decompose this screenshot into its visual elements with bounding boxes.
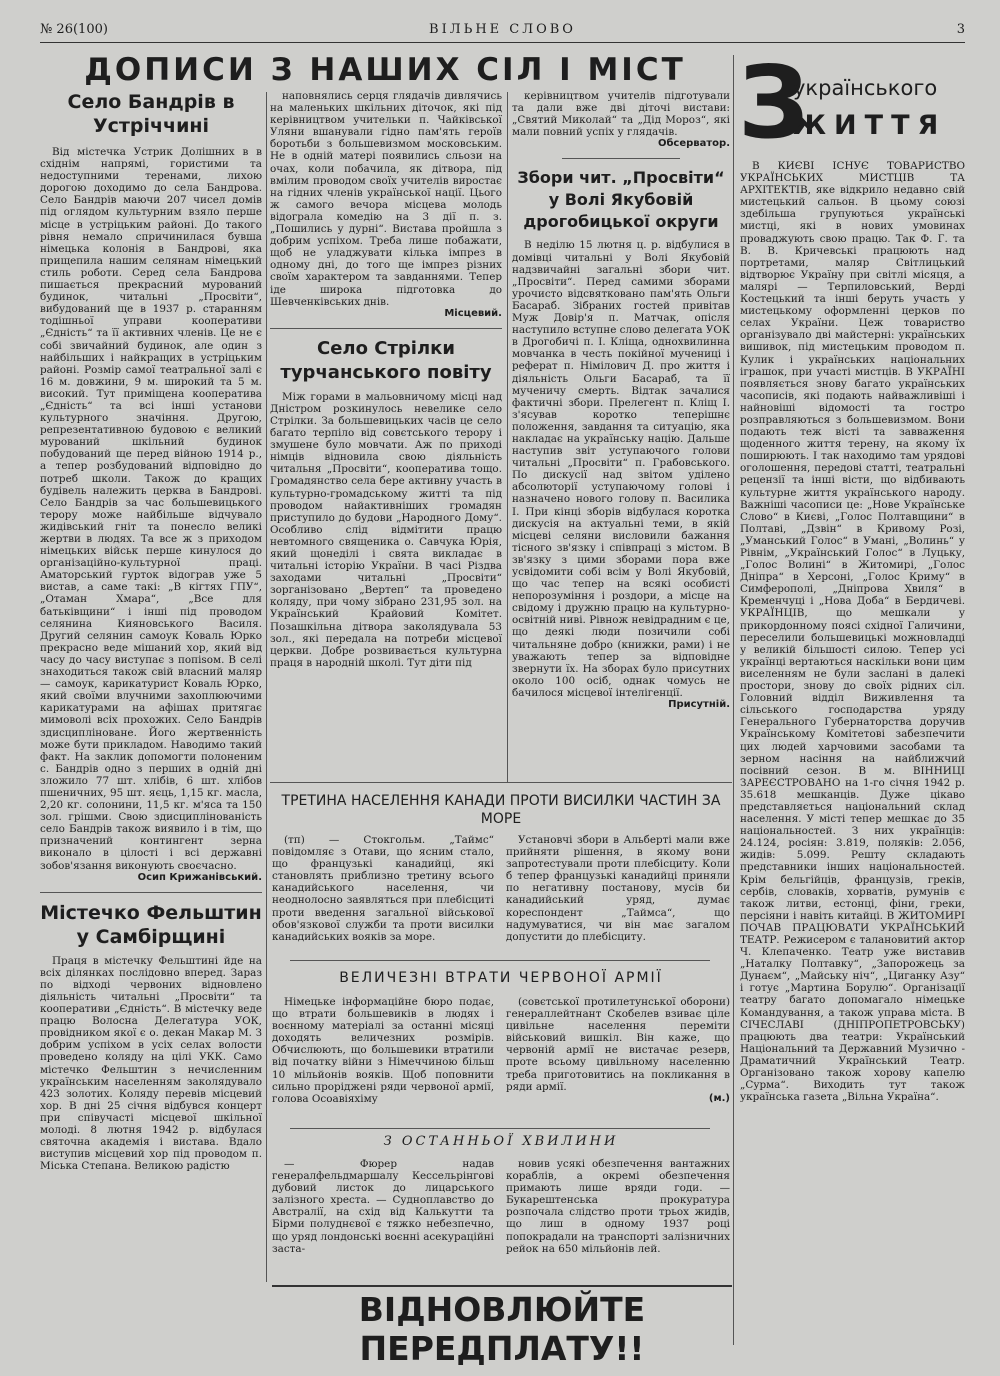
article-body: новив усякі обезпечення вантажних кораблів, а окремі обезпечення примають лише вряди годи. — Букарештенська прокуратура розпочала слідство проти трьох жидів, що лиш в одному 1937 році попокрадали на транспорті залізничних рейок на 650 мільйонів лей. (506, 1158, 730, 1255)
column-rule (507, 92, 508, 782)
article-signature: (м.) (708, 1092, 730, 1104)
section-banner: ДОПИСИ З НАШИХ СІЛ І МІСТ (84, 52, 686, 88)
section-rule (562, 158, 680, 159)
article-body: (тп) — Стокгольм. „Таймс“ повідомляє з Отави, що ясним стало, що французькі канадийці, які становлять приблизно третину всього канадийського населення, чи неоднолосно заявляться при плебісциті проти введення загальної військової обов'язкової служби та проти висилки канадийських вояків за море. (272, 834, 494, 943)
article-body: Установчі збори в Альберті мали вже прийняти рішення, в якому вони запротестували проти плебісциту. Коли б тепер французькі канадийці приняли по негативну постанову, мусів би канадийський уряд, думає кореспондент „Таймса“, що надумуватися, чи він має загалом допустити до плебісциту. (506, 834, 730, 943)
article-body-right (506, 996, 730, 1122)
subscription-banner: ВІДНОВЛЮЙТЕ ПЕРЕДПЛАТУ!! (358, 1290, 646, 1368)
article-title: Містечко Фельштин у Самбірщині (40, 901, 262, 948)
column-3 (512, 90, 730, 780)
page-number: 3 (956, 22, 965, 37)
article-body: Праця в містечку Фельштині йде на всіх ділянках послідовно вперед. Зараз по відході червоних відновлено діяльність читальні „Просвіти“ та кооперативи „Єдність“. В містечку веде працю Волосна Делегатура УОК, провідником якої є о. декан Макар М. З добрим успіхом в усіх селах волости проведено коляду на цілі УКК. Само містечко Фельштин з нечисленним українським населенням заколядувало 423 золотих. Коляду перевів місцевий хор. В днi 25 cічня відбувся концерт при співучасті місцевої шкільної молоді. 8 лютня 1942 р. відбулася святочна академія і вистава. Вдало виступив місцевий хор під проводом п. Міська Степана. Великою радістю (40, 954, 262, 1173)
article-body-right (506, 834, 730, 954)
footer-rule (272, 1285, 732, 1287)
article-title (272, 792, 730, 828)
article-body: Від містечка Устрик Долішних в в східнім напрямі, гористими та недоступними теренами, лихою дорогою доходимо до села Бандрова. Село Бандрів маючи 207 чисел домів під оглядом культурним взяло перше місце в устріцьким районі. До такого рівня немало спричинилася бувша німецька колонія в Бандрові, яка прищепила нашим селянам німецький стиль роботи. Серед села Бандрова пишається прекрасний мурований будинок, читальні „Просвіти“, вибудований ще в 1937 р. старанням тодішньої управи кооперативи „Єдність“ та її активних членів. Це не є собі звичайний будинок, але один з найбільших і найкращих в устріцьким районі. Розмір самої театральної залі є 16 м. довжини, 9 м. широкий та 5 м. високий. Тут приміщена кооператива „Єдність“ та всі інші установи культурного значіння. Другою, репрезентативною будовою є великий мурований шкільний будинок побудований ще перед війною 1914 р., а тепер розбудований відповідно до потреб школи. Також до кращих будівель належить церква в Бандрові. Село Бандрів за час большевицького терору може найбільше відчувало жидівський гніт та понесло великі жертви в людях. Та все ж з приходом німецьких військ перше кинулося до організаційно-культурної праці. Аматорський гурток відограв уже 5 вистав, а саме такі: „В кігтях ГПУ“, „Отаман Хмара“, „Все для батьківщини“ і інші під проводом селянина Кияновського Василя. Другий селянин самоук Коваль Юрко прекрасно веде мішаний хор, який від часу до часу виступає з попisом. В селі знаходиться також свій власний маляр — самоук, карикатурист Коваль Юрко, який своїми влучними захоплюючими карикатурами на афішах притягає мимоволі всіх прохожих. Село Бандрів здисципліноване. Його жертвенність може бути прикладом. Наводимо такий факт. На заклик допомогти полоненим с. Бандрів одно з перших в одній дні зложило 77 шт. хлібів, 6 шт. хлібов пшеничних, 95 шт. яєць, 1,15 кг. масла, 2,20 кг. солонини, 11,5 кг. м'яса та 150 зол. грішми. Свою здисциплінованість село Бандрів також виявило і в тім, що призначений контингент зерна виконало в цілості і всі державні зобов'язання виконують своєчасно. (40, 146, 262, 872)
article-body-left (272, 996, 494, 1122)
article-signature: Місцевий. (444, 307, 502, 319)
column-header-letter: З (738, 44, 810, 161)
article-body: наповнялись серця глядачів дивлячись на маленьких шкільних діточок, які під керівництвом учительки п. Чайківської Уляни вшанували гідно пам'ять героїв боротьби з большевизмом московським. Не в одній матері появились сльози на очах, коли побачила, як дітвора, під вмілим проводом своїх учителів виростає на гідних членів української нації. Цього ж самого вечора місцева молодь відограла комедію на 3 дії п. з. „Пошились у дурні“. Вистава пройшла з добрим успіхом. Треба лише побажати, щоб не уладжувати кілька імпрез в одному дні, до того ще імпрез різних своїм характером та завданнями. Тепер іде широка підготовка до Шевченківських днів. (270, 90, 502, 308)
article-title-block (272, 970, 730, 986)
article-title-block (272, 1134, 730, 1149)
column-2 (270, 90, 502, 780)
column-header-line1: українського (793, 76, 938, 100)
article-signature: Присутній. (668, 699, 730, 711)
page-header (40, 20, 965, 43)
article-body: В КИЄВІ ІСНУЄ ТОВАРИСТВО УКРАЇНСЬКИХ МИСТЦІВ ТА АРХІТЕКТІВ, яке відкрило недавно свій мистецький сальон. В цьому союзі здебільша групуються українські мистці, які в нових умовинах проваджують свою працю. Так Ф. Г. та В. В. Кричевські працюють над портретами, маляр Світлицький відтворює Україну при світлі місяця, а малярі — Терпиловський, Верді Костецький та інші беруть участь у мистецькому оформленні церков по селах України. Цеж товариство організувало дві майстерні: українських вишивок, під мистецьким проводом п. Кулик і українських національних іграшок, при участі мистців. В УКРАЇНІ появляється знову багато українських часописів, які подають найважливіші і найновіші відомості та гостро розправляються з большевизмом. Вони подають теж вісті та завваження щоденного життя терену, на якому їх поширюють. І так находимо там урядові оголошення, передові статті, театральні рецензії та інші вісти, що відбивають культурне життя українського народу. Важніші часописи це: „Нове Українське Слово“ в Києві, „Голос Полтавщини“ в Полтаві, „Дзвін“ в Кривому Розі, „Уманський Голос“ в Умані, „Волинь“ у Рівнім, „Український Голос“ в Луцьку, „Голос Волині“ в Житомирі, „Голос Дніпра“ в Херсоні, „Голос Криму“ в Симферополі, „Дніпрова Хвиля“ в Кременчуці і „Нова Доба“ в Бердичеві. УКРАЇНЦІВ, що мешкали у прикордонному поясі східної Галичини, переселили большевицькі можновладці у великій більшості силою. Тепер усі українці вертаються наскільки вони цим виселенням не були заслані в далекі простори, знову до своїх рідних сіл. Головний відділ Виживлення та сільського господарства уряду Генерального Губернаторства доручив Українському Комітетові забезпечити цих людей харчовими засобами та зерном насіння на найближчий посівний сезон. В м. ВІННИЦІ ЗАРЕЄСТРОВАНО на 1-го січня 1942 р. 35.618 мешканців. Дуже цікаво представляється національний склад населення. У місті тепер мешкає до 35 національностей. З них українців: 24.124, росіян: 3.819, поляків: 2.056, жидів: 5.099. Решту складають представники інших національностей. Крім бельгійців, французів, греків, сербів, словаків, хорватів, румунів є також литви, естонці, фіни, греки, персіяни і навіть китайці. В ЖИТОМИРІ ПОЧАВ ПРАЦЮВАТИ УКРАЇНСЬКИЙ ТЕАТР. Режисером є талановитий актор Ч. Клепаченко. Театр уже виставив „Наталку Полтавку“, „Запорожець за Дунаєм“, „Майську ніч“, „Циганку Азу“ і готує „Мартина Борулю“. Організації театру багато допомагало німецьке Командування, а також управа міста. В СІЧЕСЛАВІ (ДНІПРОПЕТРОВСЬКУ) працюють два театри: Український Національний та Державний Музично - Драматичний Український Театр. Організовано також хорову капелю „Сурма“. Виходить тут також українська газета „Вільна Україна“. (740, 160, 965, 1104)
article-body: (совєтської протилетунської оборони) генераллейтнант Скобелев взиває ціле цивільне населення переміти військовий вишкіл. Він каже, що червоній армії не вистачає резерв, проте всьому цивільному населенню треба приготовитись на покликання в ряди армії. (506, 996, 730, 1093)
section-rule (290, 1128, 710, 1129)
section-rule (290, 960, 710, 961)
redarmy-title: ВЕЛИЧЕЗНІ ВТРАТИ ЧЕРВОНОЇ АРМІЇ (339, 970, 663, 986)
section-rule (270, 328, 502, 329)
issue-number: № 26(100) (40, 22, 108, 37)
article-signature: Осип Крижанівський. (137, 871, 262, 883)
article-body-left (272, 834, 494, 954)
article-body: Німецьке інформаційне бюро подає, що втрати большевиків в людях і воєнному матеріалі за останні місяці доходять величезних розмірів. Обчислюють, що большевики втратили від початку війни з Німеччиною більш 10 мільйонів вояків. Щоб поповнити сильно прорідженi ряди червоної армії, голова Осоавіяхіму (272, 996, 494, 1105)
article-signature: Обсерватор. (657, 138, 730, 150)
article-body: — Фюрер надав генералфельдмаршалу Кессельрінгові дубовий листок до лицарського залізного хреста. — Судноплавство до Австралії, на схід від Калькутти та Бірми полуднєвої є тяжко небезпечно, що уряд лондонські воєнні асекураційні заста- (272, 1158, 494, 1255)
article-body-right (506, 1158, 730, 1284)
column-rule (266, 92, 267, 1282)
newspaper-name: ВІЛЬНЕ СЛОВО (429, 22, 576, 37)
column-4 (740, 160, 965, 1340)
article-title: Збори чит. „Просвіти“ у Волі Якубовій дрогобицької округи (517, 168, 725, 232)
lastminute-title: З ОСТАННЬОЇ ХВИЛИНИ (383, 1134, 619, 1149)
column-rule (733, 55, 734, 1345)
column-1 (40, 90, 262, 1280)
article-body-left (272, 1158, 494, 1284)
article-title: Село Бандрів в Устріччині (67, 91, 235, 137)
section-rule (270, 782, 732, 783)
article-body: Між горами в мальовничому місці над Дністром розкинулось невелике село Стрілки. За большевицьких часів це село багато терпіло від совєтського терору і змушене було мовчати. Аж по приході німців відновила свою діяльність читальня „Просвіти“, кооператива тощо. Громадянство села бере активну участь в культурно-громадському житті та під проводом найактивніших громадян приступило до будови „Народного Дому“. Особливо слід відмітити працю невтомного священика о. Савчука Юрія, який щонеділі і свята викладає в читальні історію України. В часі Різдва заходами читальні „Просвіти“ зорганізовано „Вертеп“ та проведено коляду, при чому зібрано 231,95 зол. на Український Крайовий Комітет. Позашкільна дітвора заколядувала 53 зол., які передала на потреби місцевої церкви. Добре розвивається культурна праця в народній школі. Тут діти під (270, 390, 502, 669)
column-header-line2: ЖИТТЯ (793, 110, 947, 141)
article-title: Село Стрілки турчанського повіту (280, 337, 492, 383)
article-body: керівництвом учителів підготували та дали вже дві діточі вистави: „Святий Миколай“ та „Дід Мороз“, які мали повний успіх у глядачів. (512, 90, 730, 139)
canada-title: ТРЕТИНА НАСЕЛЕННЯ КАНАДИ ПРОТИ ВИСИЛКИ ЧАСТИН ЗА МОРЕ (281, 793, 721, 827)
section-rule (40, 892, 262, 893)
article-body: В неділю 15 лютня ц. р. відбулися в домівці читальні у Волі Якубовій надзвичайні загальні збори чит. „Просвіти“. Перед самими зборами урочисто відсвятковано пам'ять Ольги Басараб. Зібраних гостей привітав Муж Довір'я п. Матчак, опісля наступило вступне слово делегата УОК в Дрогобичі п. І. Кліща, однохвилинна мовчанка в честь покійної мучениці і реферат п. Німілович Д. про життя і діяльність Ольги Басараб, та її мученичу смерть. Відтак зачалися фактичні збори. Прелегент п. Кліщ І. з'ясував коротко теперішнє положення, завдання та ситуацію, яка накладає на українську націю. Дальше наступив звіт уступаючого голови читальні „Просвіти“ п. Грабовського. По дискусії над звітом уділено абсолюторії уступаючому голові і назначено нового голову п. Василика І. При кінці зборів відбулася коротка дискусія на актуальні теми, в якій місцеві селяни висловили бажання тісного зв'язку і співпраці з містом. В зв'язку з цими зборами пора вже усвідомити собі всім у Волі Якубовій, що час тепер на всякі особисті непорозуміння і роздори, а місце на свідому і дружню працю на культурно-освітній ниві. Рівнож невідрадним є це, що деякі люди позичили собі читальняне добро (книжки, рами) і не уважають тепер за відповідне звернути їх. На зборах було присутних около 100 осіб, однак чомусь не бачилося місцевої інтелігенції. (512, 239, 730, 699)
